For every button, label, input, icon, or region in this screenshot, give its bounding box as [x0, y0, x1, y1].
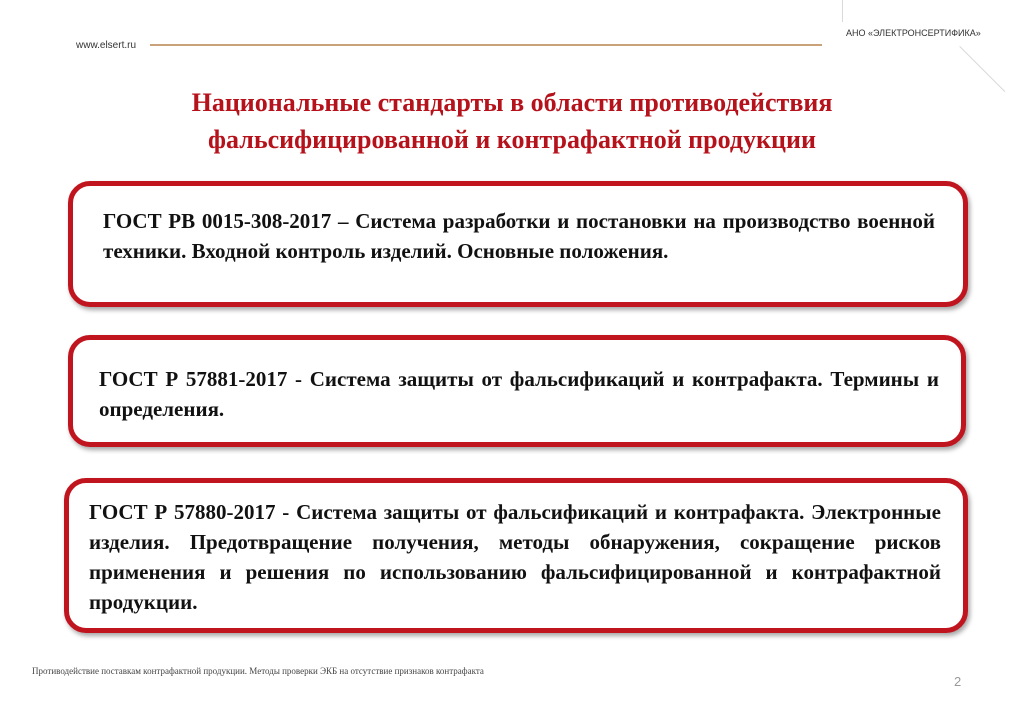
website-link[interactable]: www.elsert.ru	[76, 40, 137, 51]
title-line-1: Национальные стандарты в области противодействия	[191, 88, 833, 117]
header-divider	[150, 44, 822, 46]
slide-title	[60, 84, 964, 158]
standard-box-1	[68, 181, 968, 307]
standard-box-2	[68, 335, 966, 447]
standard-text-1: ГОСТ РВ 0015-308-2017 – Система разработки и постановки на производство военной техники. Входной контроль изделий. Основные положения.	[103, 209, 935, 263]
footer-text: Противодействие поставкам контрафактной продукции. Методы проверки ЭКБ на отсутствие признаков контрафакта	[32, 666, 484, 676]
organization-name: АНО «ЭЛЕКТРОНСЕРТИФИКА»	[846, 28, 981, 38]
standard-box-3	[64, 478, 968, 633]
corner-divider-diagonal	[959, 46, 1005, 92]
corner-divider-vertical	[842, 0, 843, 22]
standard-text-3: ГОСТ Р 57880-2017 - Система защиты от фальсификаций и контрафакта. Электронные изделия. Предотвращение получения, методы обнаружения, сокращение рисков применения и решения по использованию фальсифицированной и контрафактной продукции.	[89, 500, 941, 614]
standard-text-2: ГОСТ Р 57881-2017 - Система защиты от фальсификаций и контрафакта. Термины и определения.	[99, 367, 939, 421]
title-line-2: фальсифицированной и контрафактной продукции	[208, 125, 816, 154]
page-number: 2	[954, 674, 962, 689]
